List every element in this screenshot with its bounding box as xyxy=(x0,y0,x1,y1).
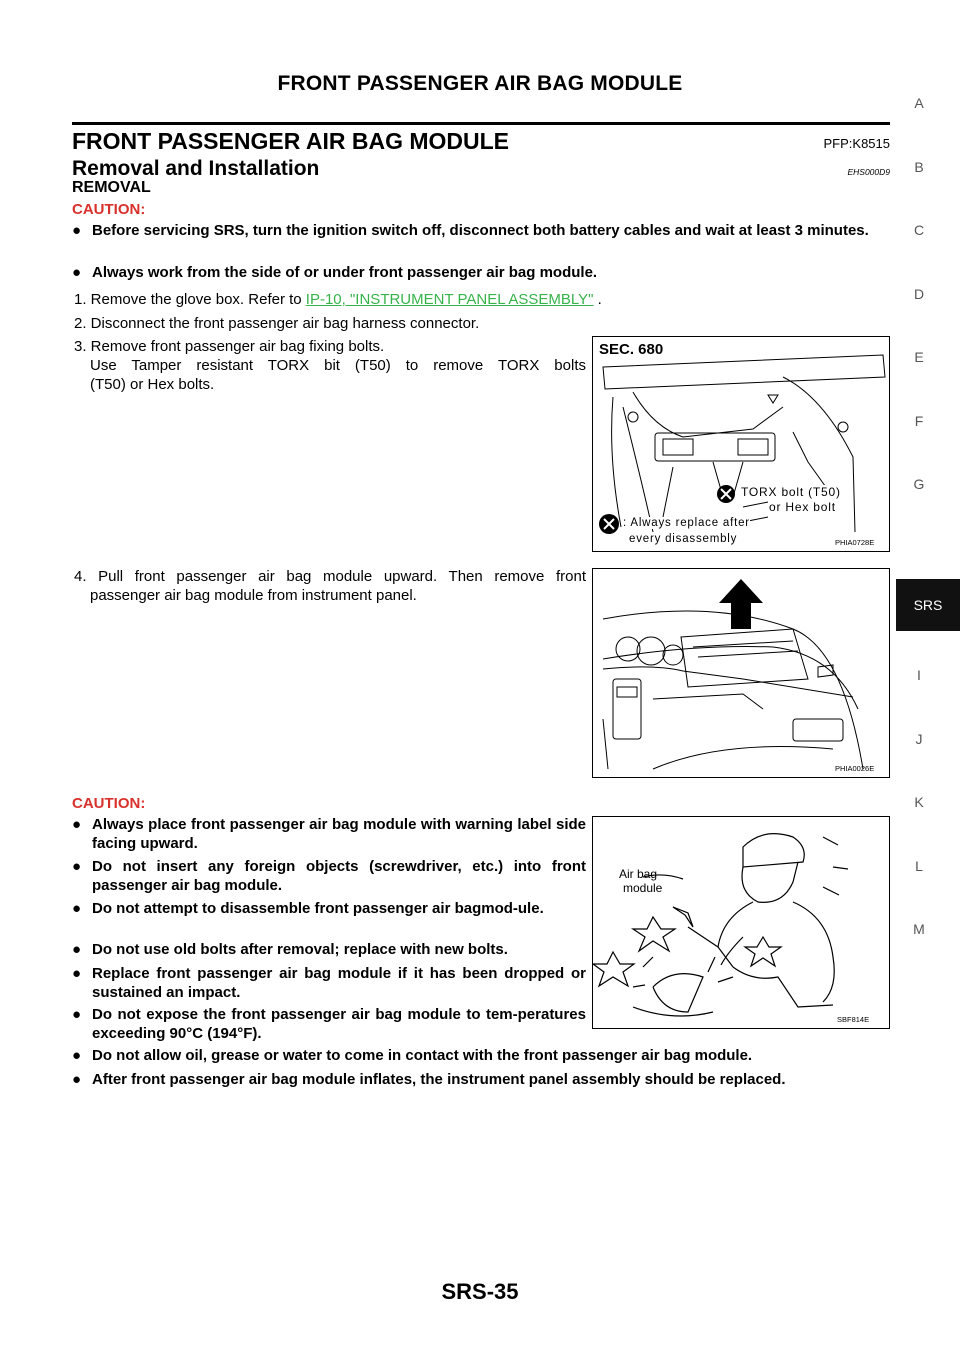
dashboard-removal-illustration xyxy=(593,569,889,777)
running-header: FRONT PASSENGER AIR BAG MODULE xyxy=(277,72,683,95)
bullet-icon: ● xyxy=(72,264,82,281)
legend-line-1: : Always replace after xyxy=(623,517,750,529)
side-tab-k[interactable]: K xyxy=(914,794,924,810)
page-number: SRS-35 xyxy=(441,1279,519,1304)
bullet-text: Always work from the side of or under front passenger air bag module. xyxy=(92,264,598,281)
bullet-text: Do not expose the front passenger air bag module to tem-peratures exceeding 90°C (194°F). xyxy=(92,1006,586,1042)
figure-module-removal xyxy=(592,568,890,778)
side-tab-c[interactable]: C xyxy=(913,222,925,238)
part-code: PFP:K8515 xyxy=(823,136,890,151)
bullet-text: Do not insert any foreign objects (screwdriver, etc.) into front passenger air bag module. xyxy=(92,858,586,894)
bullet-text: Before servicing SRS, turn the ignition switch off, disconnect both battery cables and wait at least 3 minutes. xyxy=(92,222,869,239)
bolt-warning-icon xyxy=(717,485,735,503)
ip-10-link[interactable]: IP-10, "INSTRUMENT PANEL ASSEMBLY" xyxy=(305,291,594,308)
bullet-text: Do not attempt to disassemble front passenger air bagmod-ule. xyxy=(92,900,544,917)
bullet-text: Replace front passenger air bag module if it has been dropped or sustained an impact. xyxy=(92,965,586,1001)
bullet-icon: ● xyxy=(72,816,82,833)
removal-heading: REMOVAL xyxy=(72,179,151,196)
caution-label: CAUTION: xyxy=(72,795,146,812)
step-1-text: 1. Remove the glove box. Refer to xyxy=(74,291,306,308)
step-3: 3. Remove front passenger air bag fixing bolts. xyxy=(74,338,385,355)
bullet-icon: ● xyxy=(72,900,82,917)
figure-dropped-module xyxy=(592,816,890,1029)
caution-bullet xyxy=(72,221,890,261)
legend-line-2: every disassembly xyxy=(629,533,738,545)
step-3-detail: Use Tamper resistant TORX bit (T50) to remove TORX bolts xyxy=(90,357,586,374)
figure-code: PHIA0026E xyxy=(835,764,875,773)
side-tab-f[interactable]: F xyxy=(914,413,924,429)
airbag-label-line-1: Air bag xyxy=(619,867,658,881)
bullet-icon: ● xyxy=(72,858,82,875)
airbag-label-line-2: module xyxy=(623,881,663,895)
step-4: 4. Pull front passenger air bag module upward. Then remove front xyxy=(74,568,586,585)
bullet-text: Do not use old bolts after removal; replace with new bolts. xyxy=(92,941,508,958)
side-tab-srs[interactable]: SRS xyxy=(896,579,960,631)
bullet-icon: ● xyxy=(72,1006,82,1023)
bullet-text: After front passenger air bag module inflates, the instrument panel assembly should be replaced. xyxy=(92,1071,786,1088)
side-tab-a[interactable]: A xyxy=(914,95,924,111)
caution-label: CAUTION: xyxy=(72,201,146,218)
bullet-text: Always place front passenger air bag module with warning label side facing upward. xyxy=(92,816,586,852)
side-tab-j[interactable]: J xyxy=(915,731,923,747)
callout-torx: TORX bolt (T50) xyxy=(741,485,841,499)
figure-sec-label: SEC. 680 xyxy=(599,341,664,358)
title-rule xyxy=(72,122,890,125)
upward-arrow-icon xyxy=(719,579,763,629)
figure-code: PHIA0728E xyxy=(835,538,875,547)
callout-hex: or Hex bolt xyxy=(769,500,836,514)
legend-warning-icon xyxy=(599,514,619,534)
side-tab-i[interactable]: I xyxy=(917,667,921,683)
section-title: FRONT PASSENGER AIR BAG MODULE xyxy=(72,128,510,154)
side-tab-l[interactable]: L xyxy=(915,858,923,874)
dropped-airbag-illustration xyxy=(593,817,889,1028)
step-1-suffix: . xyxy=(593,291,602,308)
bullet-icon: ● xyxy=(72,222,82,239)
step-4-detail: passenger air bag module from instrument panel. xyxy=(90,587,417,604)
bullet-icon: ● xyxy=(72,941,82,958)
side-tab-m[interactable]: M xyxy=(913,921,925,937)
bullet-icon: ● xyxy=(72,965,82,982)
bullet-icon: ● xyxy=(72,1071,82,1088)
figure-bolts xyxy=(592,336,890,552)
side-tab-d[interactable]: D xyxy=(913,286,925,302)
side-tab-g[interactable]: G xyxy=(913,476,925,492)
step-2: 2. Disconnect the front passenger air bag harness connector. xyxy=(74,315,480,332)
bullet-icon: ● xyxy=(72,1047,82,1064)
doc-code: EHS000D9 xyxy=(847,167,890,177)
step-3-detail: (T50) or Hex bolts. xyxy=(90,376,215,393)
bullet-text: Do not allow oil, grease or water to come in contact with the front passenger air bag module. xyxy=(92,1047,753,1064)
figure-code: SBF814E xyxy=(837,1015,870,1024)
subsection-title: Removal and Installation xyxy=(72,157,320,180)
side-tab-b[interactable]: B xyxy=(914,159,924,175)
side-tab-e[interactable]: E xyxy=(914,349,924,365)
step-1 xyxy=(74,290,602,309)
